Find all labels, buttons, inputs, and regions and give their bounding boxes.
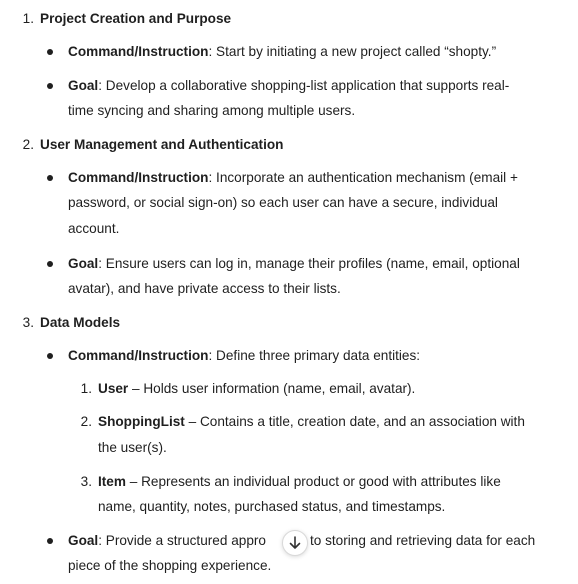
entity-description: – Contains a title, creation date, and an association with [184, 414, 525, 429]
sub-item-number: 1. [80, 381, 92, 396]
entity-description: – Represents an individual product or good with attributes like [125, 474, 501, 489]
section-number: 2. [22, 137, 34, 152]
item-text: : Start by initiating a new project called “shopty.” [208, 44, 497, 59]
scroll-to-bottom-button[interactable] [282, 530, 308, 556]
section-number: 1. [22, 11, 34, 26]
entity-name: User [98, 381, 129, 396]
bullet-dot [47, 175, 53, 181]
item-label: Command/Instruction [68, 170, 209, 185]
arrow-down-icon [289, 536, 301, 550]
item-text-continued: time syncing and sharing among multiple users. [68, 103, 356, 118]
item-label: Goal [68, 533, 99, 548]
sub-list-item [98, 472, 501, 492]
sub-list-item [98, 412, 525, 432]
item-label: Command/Instruction [68, 44, 209, 59]
item-text: : Ensure users can log in, manage their profiles (name, email, optional [98, 256, 520, 271]
bullet-dot [47, 261, 53, 267]
item-text: : Provide a structured appro [98, 533, 266, 548]
bullet-dot [47, 353, 53, 359]
item-text: : Develop a collaborative shopping-list application that supports real- [98, 78, 510, 93]
list-item [68, 346, 420, 366]
section-title: User Management and Authentication [40, 137, 284, 152]
entity-name: Item [98, 474, 126, 489]
item-label: Goal [68, 78, 99, 93]
section-number: 3. [22, 315, 34, 330]
entity-name: ShoppingList [98, 414, 185, 429]
list-item [68, 168, 518, 188]
item-text-continued: piece of the shopping experience. [68, 558, 272, 573]
list-item [68, 254, 520, 274]
list-item [68, 531, 266, 551]
list-item [68, 76, 509, 96]
bullet-dot [47, 83, 53, 89]
item-text-tail: to storing and retrieving data for each [310, 533, 536, 548]
sub-list-item [98, 379, 415, 399]
item-text-continued: account. [68, 221, 120, 236]
section-title: Data Models [40, 315, 121, 330]
bullet-dot [47, 49, 53, 55]
section-title: Project Creation and Purpose [40, 11, 232, 26]
bullet-dot [47, 538, 53, 544]
item-text-continued: password, or social sign-on) so each user can have a secure, individual [68, 195, 498, 210]
list-item [68, 42, 496, 62]
sub-item-number: 3. [80, 474, 92, 489]
item-label: Goal [68, 256, 99, 271]
entity-description-continued: the user(s). [98, 440, 167, 455]
item-label: Command/Instruction [68, 348, 209, 363]
item-text-continued: avatar), and have private access to their lists. [68, 281, 341, 296]
item-text: : Define three primary data entities: [208, 348, 421, 363]
sub-item-number: 2. [80, 414, 92, 429]
item-text: : Incorporate an authentication mechanism (email + [208, 170, 518, 185]
entity-description-continued: name, quantity, notes, purchased status, and timestamps. [98, 499, 446, 514]
entity-description: – Holds user information (name, email, avatar). [128, 381, 416, 396]
